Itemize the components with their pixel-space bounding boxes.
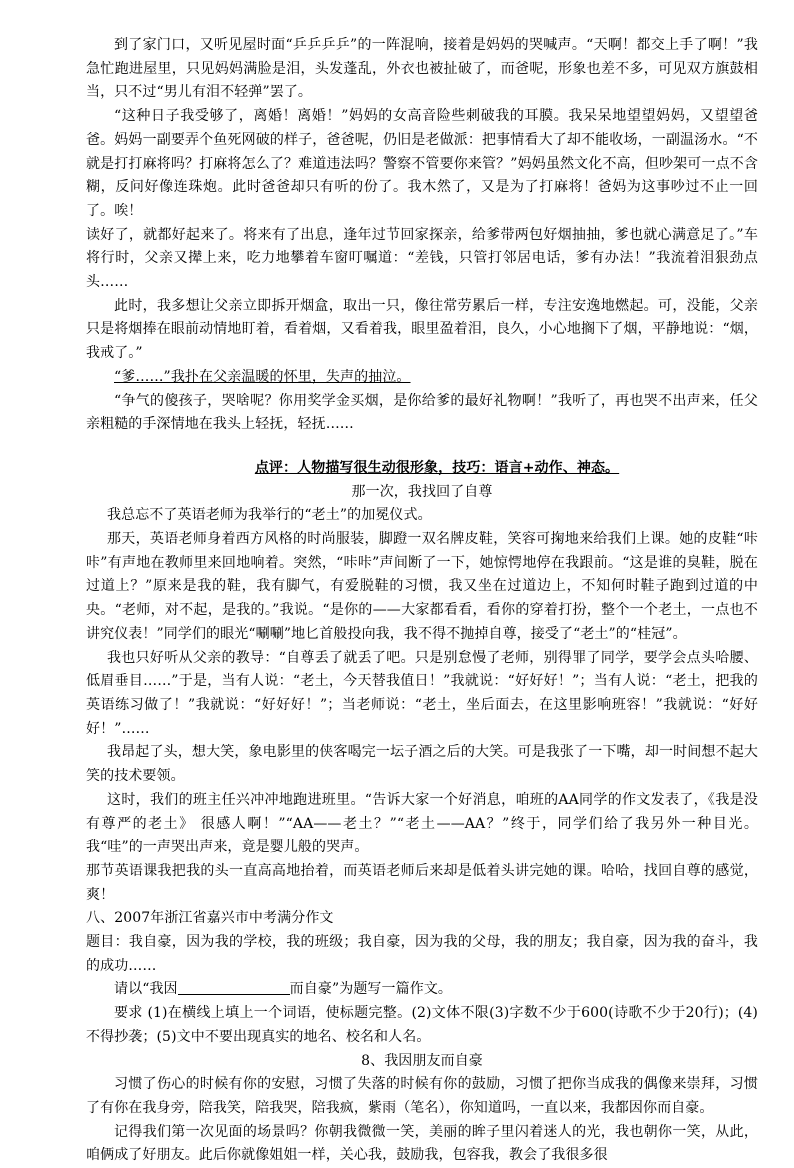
- paragraph: 我昂起了头，想大笑，象电影里的侠客喝完一坛子酒之后的大笑。可是我张了一下嘴，却一时间想不起大笑的技术要领。: [86, 744, 758, 785]
- prompt-text-start: 请以“我因: [114, 981, 178, 998]
- paragraph: 我总忘不了英语老师为我举行的“老土”的加冕仪式。: [107, 507, 432, 524]
- paragraph: 习惯了伤心的时候有你的安慰，习惯了失落的时候有你的鼓励，习惯了把你当成我的偶像来崇拜，习惯了有你在我身旁，陪我笑，陪我哭，陪我疯，紫雨（笔名），你知道吗，一直以来，我都因你而自豪。: [86, 1076, 758, 1116]
- paragraph: 读好了，就都好起来了。将来有了出息，逢年过节回家探亲，给爹带两包好烟抽抽，爹也就心满意足了。”车将行时，父亲又撵上来，吃力地攀着车窗叮嘱道：“差钱，只管打邻居电话，爹有办法！”我流着泪狠劲点头……: [86, 226, 758, 291]
- requirements: 要求 (1)在横线上填上一个词语，使标题完整。(2)文体不限(3)字数不少于600(诗歌不少于20行)；(4)不得抄袭；(5)文中不要出现真实的地名、校名和人名。: [86, 1005, 758, 1045]
- review-comment: 点评：人物描写很生动很形象，技巧：语言+动作、神态。: [254, 459, 620, 476]
- prompt-instruction: [86, 978, 758, 1002]
- section-heading: 八、2007年浙江省嘉兴市中考满分作文: [86, 910, 334, 927]
- essay-prompt: 题目：我自豪，因为我的学校，我的班级；我自豪，因为我的父母，我的朋友；我自豪，因为我的奋斗，我的成功……: [86, 934, 758, 974]
- paragraph-underlined: “爹……”我扑在父亲温暖的怀里，失声的抽泣。: [114, 368, 411, 385]
- paragraph: 记得我们第一次见面的场景吗？你朝我微微一笑，美丽的眸子里闪着迷人的光，我也朝你一笑，从此，咱俩成了好朋友。此后你就像姐姐一样，关心我，鼓励我，包容我，教会了我很多很: [86, 1123, 758, 1164]
- paragraph: 这时，我们的班主任兴冲冲地跑进班里。“告诉大家一个好消息，咱班的AA同学的作文发表了，《我是没有尊严的老土》 很感人啊！”“AA——老土？”“老土——AA？”终于，同学们给了我另外一种目光。我“哇”的一声哭出声来，竟是婴儿般的哭声。: [86, 791, 758, 856]
- paragraph: 我也只好听从父亲的教导：“自尊丢了就丢了吧。只是别怠慢了老师，别得罪了同学，要学会点头哈腰、低眉垂目……”于是，当有人说：“老土，今天替我值日！”我就说：“好好好！”；当有人说：“老土，把我的英语练习做了！”我就说：“好好好！”；当老师说：“老土，坐后面去，在这里影响班容！”我就说：“好好好！”……: [86, 649, 758, 737]
- paragraph: 那节英语课我把我的头一直高高地抬着，而英语老师后来却是低着头讲完她的课。哈哈，找回自尊的感觉，爽！: [86, 862, 758, 903]
- fill-blank-line: [178, 979, 290, 995]
- paragraph: “争气的傻孩子，哭啥呢？你用奖学金买烟，是你给爹的最好礼物啊！”我听了，再也哭不出声来，任父亲粗糙的手深情地在我头上轻抚，轻抚……: [86, 392, 758, 433]
- essay-title: 那一次，我找回了自尊: [351, 483, 493, 500]
- document-page: [86, 34, 758, 1168]
- prompt-text-end: 而自豪”为题写一篇作文。: [289, 981, 453, 998]
- essay-title: 8、我因朋友而自豪: [361, 1052, 483, 1069]
- paragraph: 此时，我多想让父亲立即拆开烟盒，取出一只，像往常劳累后一样，专注安逸地燃起。可，没能，父亲只是将烟捧在眼前动情地盯着，看着烟，又看着我，眼里盈着泪，良久，小心地搁下了烟，平静地说：“烟，我戒了。”: [86, 297, 758, 362]
- paragraph: 那天，英语老师身着西方风格的时尚服装，脚蹬一双名牌皮鞋，笑容可掬地来给我们上课。她的皮鞋“咔咔”有声地在教师里来回地响着。突然，“咔咔”声间断了一下，她惊愕地停在我跟前。“这是谁的臭鞋，脱在过道上？”原来是我的鞋，我有脚气，有爱脱鞋的习惯，我又坐在过道边上，不知何时鞋子跑到过道的中央。“老师，对不起，是我的。”我说。“是你的——大家都看看，看你的穿着打扮，整个一个老土，一点也不讲究仪表！”同学们的眼光“唰唰”地匕首般投向我，我不得不抛掉自尊，接受了“老土”的“桂冠”。: [86, 531, 758, 642]
- paragraph: 到了家门口，又听见屋时面“乒乒乒乒”的一阵混响，接着是妈妈的哭喊声。“天啊！都交上手了啊！”我急忙跑进屋里，只见妈妈满脸是泪，头发蓬乱，外衣也被扯破了，而爸呢，形象也差不多，可见双方旗鼓相当，只不过“男儿有泪不轻弹”罢了。: [86, 37, 758, 101]
- paragraph: “这种日子我受够了，离婚！离婚！”妈妈的女高音险些刺破我的耳膜。我呆呆地望望妈妈，又望望爸爸。妈妈一副要弄个鱼死网破的样子，爸爸呢，仍旧是老做派：把事情看大了却不能收场，一副温汤水。“不就是打打麻将吗？打麻将怎么了？难道违法吗？警察不管要你来管？”妈妈虽然文化不高，但吵架可一点不含糊，反问好像连珠炮。此时爸爸却只有听的份了。我木然了，又是为了打麻将！爸妈为这事吵过不止一回了。唉！: [86, 108, 758, 219]
